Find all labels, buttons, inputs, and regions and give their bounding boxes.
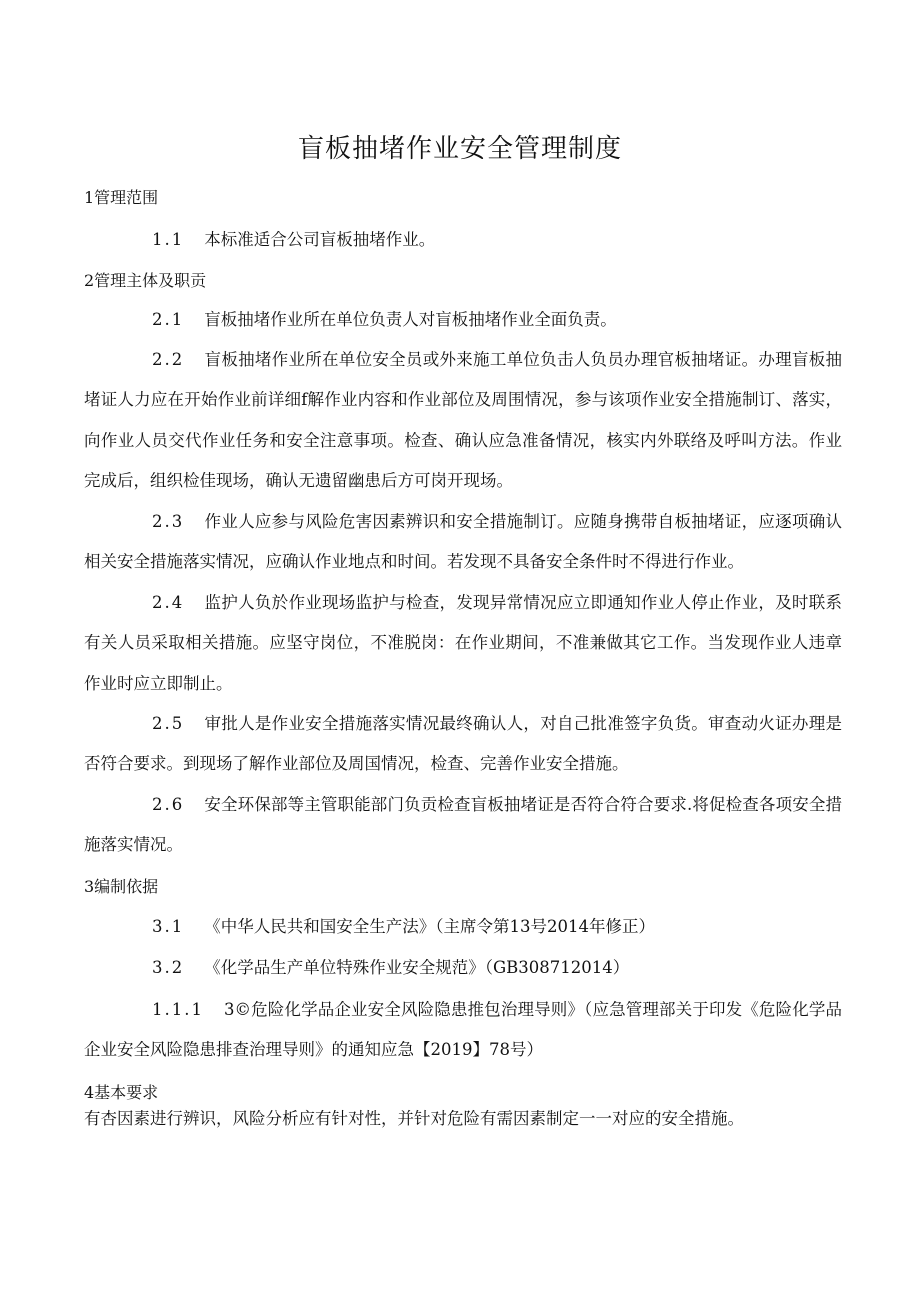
clause-number: 3.1 (152, 917, 185, 936)
clause-number: 2.6 (152, 795, 185, 814)
clause-paragraph (84, 785, 842, 866)
clause-paragraph (84, 907, 842, 947)
clause-paragraph (84, 340, 842, 502)
clause-paragraph (84, 502, 842, 583)
section-heading: 4基本要求 (84, 1083, 159, 1102)
section-heading: 1管理范围 (84, 188, 159, 207)
requirement-text: 有杏因素进行辨识，风险分析应有针对性，并针对危险有需因素制定一一对应的安全措施。 (84, 1109, 744, 1128)
clause-text: 《中华人民共和国安全生产法》（主席令第13号2014年修正） (204, 917, 655, 936)
clause-paragraph (84, 948, 842, 988)
clause-text: 安全环保部等主管职能部门负贡检查盲板抽堵证是否符合符合要求.将促检查各项安全措施落实情况。 (84, 795, 842, 855)
clause-number: 2.1 (152, 310, 185, 329)
section-heading: 2管理主体及职贡 (84, 271, 207, 290)
clause-paragraph (84, 300, 842, 340)
clause-text: 盲板抽堵作业所在单位负责人对盲板抽堵作业全面负责。 (204, 310, 617, 329)
clause-paragraph (84, 704, 842, 785)
clause-text: 本标准适合公司盲板抽堵作业。 (204, 230, 436, 249)
clause-number: 1.1 (152, 230, 185, 249)
clause-paragraph (84, 583, 842, 704)
clause-number: 1.1.1 (152, 1000, 204, 1019)
clause-text: 3©危险化学品企业安全风险隐患推包治理导则》（应急管理部关于印发《危险化学品企业安全风险隐患排查治理导则》的通知应急【2019】78号） (84, 1000, 842, 1060)
clause-text: 《化学品生产单位特殊作业安全规范》（GB308712014） (204, 958, 630, 977)
clause-paragraph (84, 990, 842, 1071)
section-heading: 3编制依据 (84, 877, 159, 896)
clause-number: 3.2 (152, 958, 185, 977)
clause-text: 盲板抽堵作业所在单位安全员或外来施工单位负击人负员办理官板抽堵证。办理盲板抽堵证人力应在开始作业前详细f解作业内容和作业部位及周围情况，参与该项作业安全措施制订、落实，向作业人员交代作业任务和安全注意事项。检查、确认应急准备情况，核实内外联络及呼叫方法。作业完成后，组织检佳现场，确认无遗留幽患后方可岗开现场。 (84, 350, 842, 491)
clause-number: 2.3 (152, 512, 185, 531)
document-title: 盲板抽堵作业安全管理制度 (297, 134, 622, 164)
clause-text: 监护人负於作业现场监护与检查，发现异常情况应立即通知作业人停止作业，及时联系有关人员采取相关措施。应坚守岗位，不准脱岗：在作业期间，不准兼做其它工作。当发现作业人违章作业时应立即制止。 (84, 593, 842, 693)
clause-number: 2.5 (152, 714, 185, 733)
clause-number: 2.4 (152, 593, 185, 612)
clause-text: 审批人是作业安全措施落实情况最终确认人，对自己批准签字负货。审查动火证办理是否符合要求。到现场了解作业部位及周国情况，检查、完善作业安全措施。 (84, 714, 842, 774)
clause-paragraph (84, 220, 842, 260)
clause-text: 作业人应参与风险危害因素辨识和安全措施制订。应随身携带自板抽堵证，应逐项确认相关安全措施落实情况，应确认作业地点和时间。若发现不具备安全条件时不得进行作业。 (84, 512, 842, 572)
clause-number: 2.2 (152, 350, 185, 369)
